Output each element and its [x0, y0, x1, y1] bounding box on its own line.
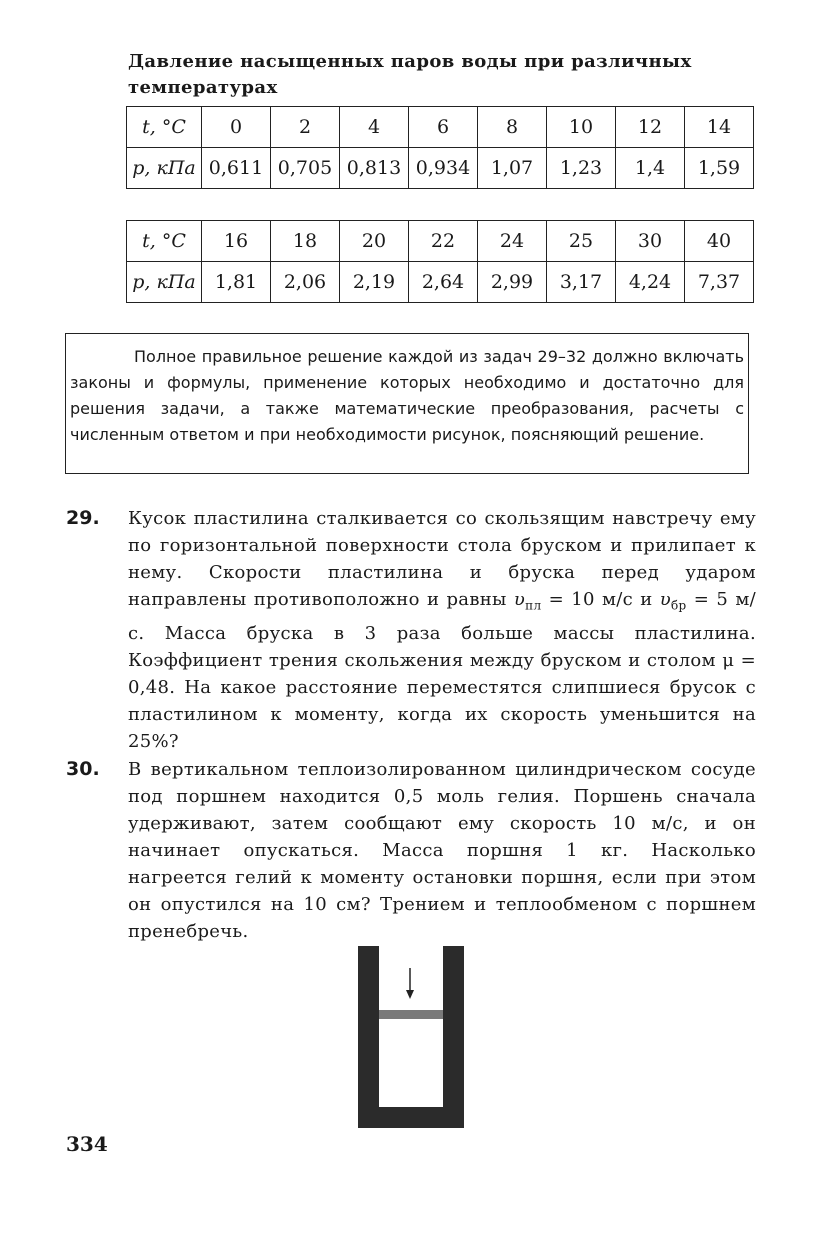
vapor-pressure-table-1 — [126, 106, 754, 189]
cell-p: 0,934 — [409, 148, 478, 189]
cell-t: 16 — [202, 221, 271, 262]
velocity-subscript: бр — [671, 598, 687, 613]
cell-p: 2,64 — [409, 262, 478, 303]
cell-p: 7,37 — [685, 262, 754, 303]
header-pressure: p, кПа — [127, 262, 202, 303]
cell-p: 1,4 — [616, 148, 685, 189]
cell-t: 10 — [547, 107, 616, 148]
cell-t: 4 — [340, 107, 409, 148]
header-temperature: t, °C — [127, 107, 202, 148]
piston — [379, 1010, 443, 1019]
cell-t: 14 — [685, 107, 754, 148]
problem-30 — [66, 756, 756, 945]
problem-text-part: = 10 м/с и — [541, 589, 660, 610]
cell-p: 1,07 — [478, 148, 547, 189]
cell-t: 0 — [202, 107, 271, 148]
arrow-head-icon — [406, 990, 414, 999]
solution-requirements-note: Полное правильное решение каждой из задач 29–32 должно включать законы и формулы, применение которых необходимо и достаточно для решения задачи, а также математические преобразования, расчеты с численным ответом и при необходимости рисунок, поясняющий решение. — [65, 333, 749, 474]
table-row-pressure — [127, 262, 754, 303]
table-row-temperature — [127, 221, 754, 262]
vapor-pressure-table-2 — [126, 220, 754, 303]
cell-p: 1,59 — [685, 148, 754, 189]
cell-t: 8 — [478, 107, 547, 148]
cell-t: 40 — [685, 221, 754, 262]
velocity-symbol: υ — [659, 589, 671, 610]
problem-text — [128, 505, 756, 755]
table-caption: Давление насыщенных паров воды при различных температурах — [128, 51, 692, 98]
cell-t: 22 — [409, 221, 478, 262]
cell-t: 20 — [340, 221, 409, 262]
cylinder-diagram — [358, 946, 464, 1128]
velocity-symbol: υ — [513, 589, 526, 610]
cell-p: 4,24 — [616, 262, 685, 303]
problem-number: 30. — [66, 758, 100, 780]
header-pressure: p, кПа — [127, 148, 202, 189]
problem-text-part: = 5 м/с. Масса бруска в 3 раза больше массы пластилина. Коэффициент трения скольжения между бруском и столом μ = 0,48. На какое расстояние переместятся слипшиеся брусок с пластилином к моменту, когда их скорость уменьшится на 25%? — [128, 589, 756, 752]
problem-29 — [66, 505, 756, 755]
cell-p: 3,17 — [547, 262, 616, 303]
cell-p: 0,705 — [271, 148, 340, 189]
velocity-subscript: пл — [525, 598, 542, 613]
problem-text-part: Кусок пластилина сталкивается со скользящим навстречу ему по горизонтальной поверхности стола бруском и прилипает к нему. Скорости пластилина и бруска перед ударом направлены противоположно и равны — [128, 508, 756, 610]
cell-t: 6 — [409, 107, 478, 148]
cell-t: 25 — [547, 221, 616, 262]
header-temperature: t, °C — [127, 221, 202, 262]
problem-text: В вертикальном теплоизолированном цилиндрическом сосуде под поршнем находится 0,5 моль гелия. Поршень сначала удерживают, затем сообщают ему скорость 10 м/с, и он начинает опускаться. Масса поршня 1 кг. Насколько нагреется гелий к моменту остановки поршня, если при этом он опустился на 10 см? Трением и теплообменом с поршнем пренебречь. — [128, 759, 756, 942]
cylinder-piston-figure — [358, 946, 464, 1132]
cell-p: 2,06 — [271, 262, 340, 303]
problem-number: 29. — [66, 507, 100, 529]
cell-t: 12 — [616, 107, 685, 148]
cylinder-bottom — [358, 1107, 464, 1128]
cell-p: 0,813 — [340, 148, 409, 189]
cell-t: 2 — [271, 107, 340, 148]
table-row-temperature — [127, 107, 754, 148]
page-number: 334 — [66, 1132, 108, 1156]
cell-t: 18 — [271, 221, 340, 262]
table-row-pressure — [127, 148, 754, 189]
cylinder-wall-left — [358, 946, 379, 1128]
cell-p: 1,81 — [202, 262, 271, 303]
cell-p: 2,19 — [340, 262, 409, 303]
cell-t: 30 — [616, 221, 685, 262]
cell-p: 0,611 — [202, 148, 271, 189]
cell-t: 24 — [478, 221, 547, 262]
cell-p: 1,23 — [547, 148, 616, 189]
cell-p: 2,99 — [478, 262, 547, 303]
cylinder-wall-right — [443, 946, 464, 1128]
